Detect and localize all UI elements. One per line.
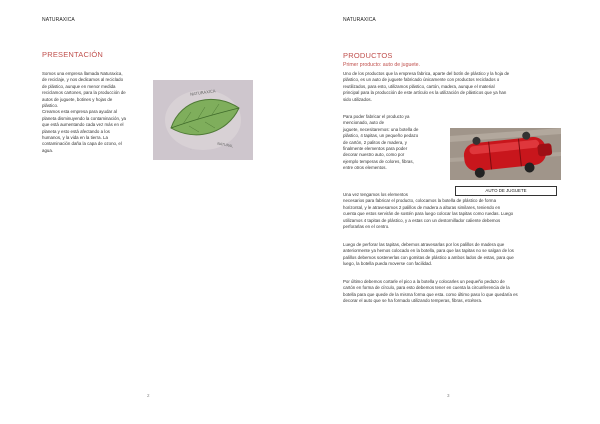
body-line: botella para que quede de la misma forma que esta. como último paso lo que quedaría es — [343, 291, 518, 297]
body-line: contaminación daña la capa de ozono, el — [42, 141, 122, 147]
body-line: cuenta que estos servirán de sostén para luego colocar las tapitas como ruedas. Luego — [343, 211, 514, 217]
body-line: plástico, 4 tapitas, un pequeño pedazo — [343, 133, 419, 139]
body-line: agua. — [42, 147, 53, 153]
body-line: de plástico, aunque en menor medida — [42, 83, 116, 89]
productos-intro — [343, 71, 509, 103]
body-line: perforarlas en el centro. — [343, 224, 390, 230]
body-line: planeta disminuyendo la contaminación, ya — [42, 115, 126, 121]
body-line: Luego de perforar las tapitas, debemos atravesarlas por los palillos de madera que — [343, 242, 505, 247]
section-title-presentacion: PRESENTACIÓN — [42, 50, 104, 59]
body-line: humanos, y la vida en la tierra. La — [42, 135, 108, 141]
body-line: planeta y esto está afectando a los — [42, 128, 110, 134]
body-line: reutilizados, para esto, utilizamos plástico, cartón, madera, aunque el material — [343, 83, 495, 89]
svg-text:·: · — [190, 147, 192, 151]
body-line: Una vez tengamos los elementos — [343, 192, 408, 197]
body-line: Para poder fabricar el producto ya — [343, 114, 410, 119]
productos-assembly — [343, 192, 513, 230]
body-line: autos de juguete, botines y hojas de — [42, 96, 113, 102]
body-line: utilizamos 4 tapitas de plástico, y a estas con un destornillador caliente debemos — [343, 217, 501, 223]
body-line: Uno de los productos que la empresa fabrica, aparte del botín de plástico y la hoja de — [343, 71, 510, 76]
toy-car-caption: AUTO DE JUGUETE — [455, 186, 557, 196]
presentacion-body — [42, 71, 126, 154]
svg-text:NATURAL: NATURAL — [216, 141, 234, 149]
body-line: horizontal, y le atravesamos 2 palillos de madera a alturas similares, teniendo en — [343, 204, 501, 210]
body-line: principal para la producción de este artículo es la utilización de plásticos que ya han — [343, 90, 507, 96]
body-line: Somos una empresa llamada Naturaxica, — [42, 71, 123, 76]
body-line: decorar el auto que se ha formado utilizando temperas, fibras, etcétera. — [343, 298, 483, 304]
body-line: mencionado, auto de — [343, 120, 385, 126]
body-line: anteriormente ya hemos colocado en la botella, para que las tapitas no se salgan de los — [343, 248, 514, 254]
running-header: NATURAXICA — [42, 17, 75, 23]
toy-car-photo — [450, 128, 561, 180]
body-line: juguete, necesitaremos: una botella de — [343, 126, 419, 132]
body-line: palillos debemos sostenerlas con gomitas de plástico a ambos lados de estas, para que — [343, 254, 514, 260]
body-line: ejemplo temperas de colores, fibras, — [343, 158, 414, 164]
leaf-drawing-svg — [153, 80, 253, 160]
leaf-drawing-image — [153, 80, 253, 160]
body-line: finalmente elementos para poder — [343, 146, 408, 152]
page-productos — [300, 0, 600, 424]
productos-finish — [343, 279, 518, 305]
body-line: que está aumentando cada vez más en el — [42, 122, 124, 128]
page-number: 2 — [147, 393, 150, 398]
section-title-productos: PRODUCTOS — [343, 51, 393, 60]
body-line: plástico. — [42, 103, 59, 109]
productos-materials — [343, 114, 418, 172]
body-line: de reciclaje, y nos dedicamos al reciclado — [42, 77, 124, 83]
product-subtitle: Primer producto: auto de juguete. — [343, 62, 420, 68]
toy-car-svg — [450, 128, 561, 180]
svg-text:NATURAXICA: NATURAXICA — [189, 88, 216, 97]
body-line: luego, la botella pueda moverse con facilidad. — [343, 261, 433, 267]
body-line: sido utilizados. — [343, 96, 372, 102]
body-line: Creamos esta empresa para ayudar al — [42, 109, 117, 115]
body-line: cartón en forma de círculo, para esto debemos tener en cuenta la circunferencia de la — [343, 285, 510, 291]
body-line: de cartón, 2 palitos de madera, y — [343, 139, 407, 145]
page-number: 3 — [447, 393, 450, 398]
body-line: plástico, es un auto de juguete fabricado únicamente con productos reciclados o — [343, 77, 500, 83]
running-header: NATURAXICA — [343, 17, 376, 23]
body-line: necesarios para fabricar el producto, colocamos la botella de plástico de forma — [343, 198, 497, 204]
body-line: entre otros elementos. — [343, 165, 387, 171]
body-line: reciclamos cartones, para la producción de — [42, 90, 126, 96]
body-line: Por último debemos cortarle el pico a la botella y colocarles un pequeño pedazo de — [343, 279, 505, 284]
body-line: decorar nuestro auto, como por — [343, 152, 405, 158]
productos-wheels — [343, 242, 514, 268]
